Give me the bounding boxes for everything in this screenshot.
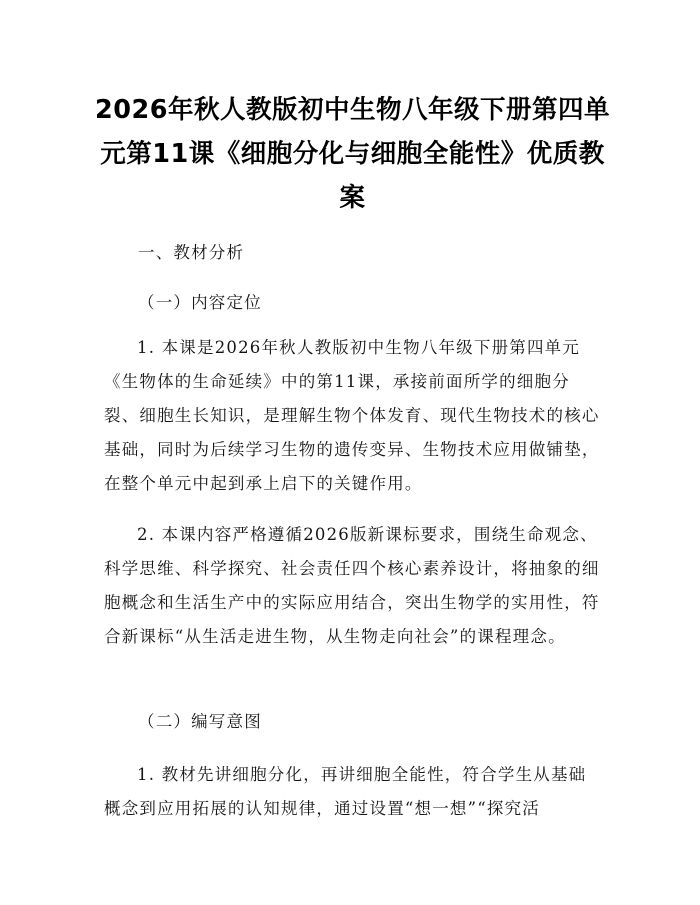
paragraph-2: 2. 本课内容严格遵循2026版新课标要求，围绕生命观念、科学思维、科学探究、社会责任四个核心素养设计，将抽象的细胞概念和生活生产中的实际应用结合，突出生物学的实用性，符合新课标“从生活走进生物，从生物走向社会”的课程理念。 xyxy=(104,525,600,646)
paragraph-3: 1. 教材先讲细胞分化，再讲细胞全能性，符合学生从基础概念到应用拓展的认知规律，通过设置“想一想”“探究活 xyxy=(104,765,587,818)
paragraph-1: 1. 本课是2026年秋人教版初中生物八年级下册第四单元《生物体的生命延续》中的第11课，承接前面所学的细胞分裂、细胞生长知识，是理解生物个体发育、现代生物技术的核心基础，同时为后续学习生物的遗传变异、生物技术应用做铺垫，在整个单元中起到承上启下的关键作用。 xyxy=(104,338,600,493)
section-heading-textbook-analysis: 一、教材分析 xyxy=(138,243,245,262)
document-title: 2026年秋人教版初中生物八年级下册第四单元第11课《细胞分化与细胞全能性》优质教案 xyxy=(95,95,610,213)
subsection-heading-writing-intent: （二）编写意图 xyxy=(138,712,262,731)
subsection-heading-content-positioning: （一）内容定位 xyxy=(138,293,262,312)
